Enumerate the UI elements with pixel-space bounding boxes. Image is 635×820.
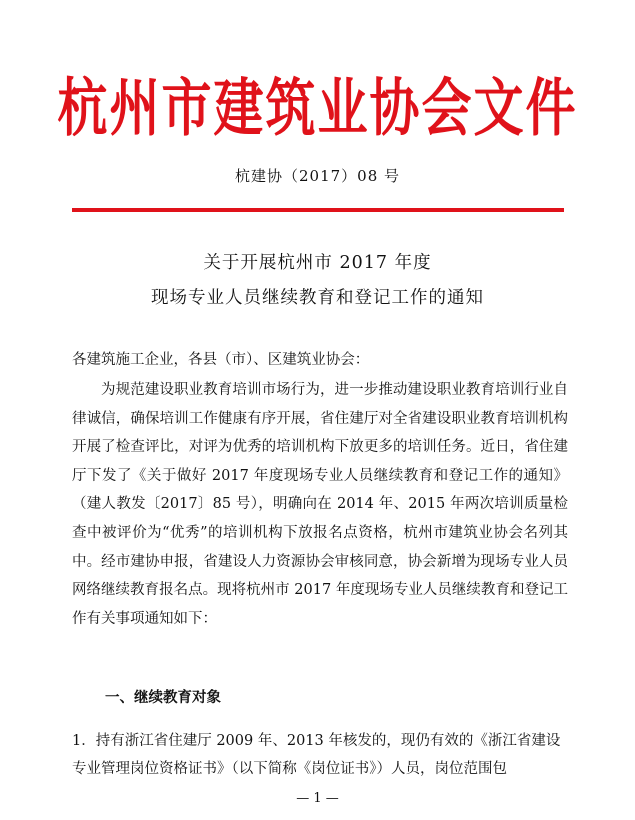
document-number: 杭建协（2017）08 号: [234, 167, 401, 185]
page-number: — 1 —: [296, 791, 339, 806]
paragraph-text: 为规范建设职业教育培训市场行为，进一步推动建设职业教育培训行业自律诚信，确保培训工作健康有序开展，省住建厅对全省建设职业教育培训机构开展了检查评比，对评为优秀的培训机构下放更多的培训任务。近日，省住建厅下发了《关于做好 2017 年度现场专业人员继续教育和登记工作的通知》（建人教发〔2017〕85 号），明确向在 2014 年、2015 年两次培训质量检查中被评价为“优秀”的培训机构下放报名点资格，杭州市建筑业协会名列其中。经市建协申报，省建设人力资源协会审核同意，协会新增为现场专业人员网络继续教育报名点。现将杭州市 2017 年度现场专业人员继续教育和登记工作有关事项通知如下：: [72, 382, 568, 627]
body-paragraph-1: [72, 376, 568, 633]
org-header-title: 杭州市建筑业协会文件: [57, 71, 578, 145]
body-paragraph-2: [72, 712, 568, 798]
paragraph-text: 1．持有浙江省住建厅 2009 年、2013 年核发的，现仍有效的《浙江省建设专业管理岗位资格证书》（以下简称《岗位证书》）人员，岗位范围包: [72, 732, 561, 778]
salutation: 各建筑施工企业，各县（市）、区建筑业协会：: [72, 352, 370, 368]
notice-title-line-1: 关于开展杭州市 2017 年度: [203, 253, 432, 273]
section-heading-1: 一、继续教育对象: [105, 690, 221, 706]
notice-title-line-2: 现场专业人员继续教育和登记工作的通知: [151, 288, 484, 308]
red-divider-line: [72, 208, 564, 212]
